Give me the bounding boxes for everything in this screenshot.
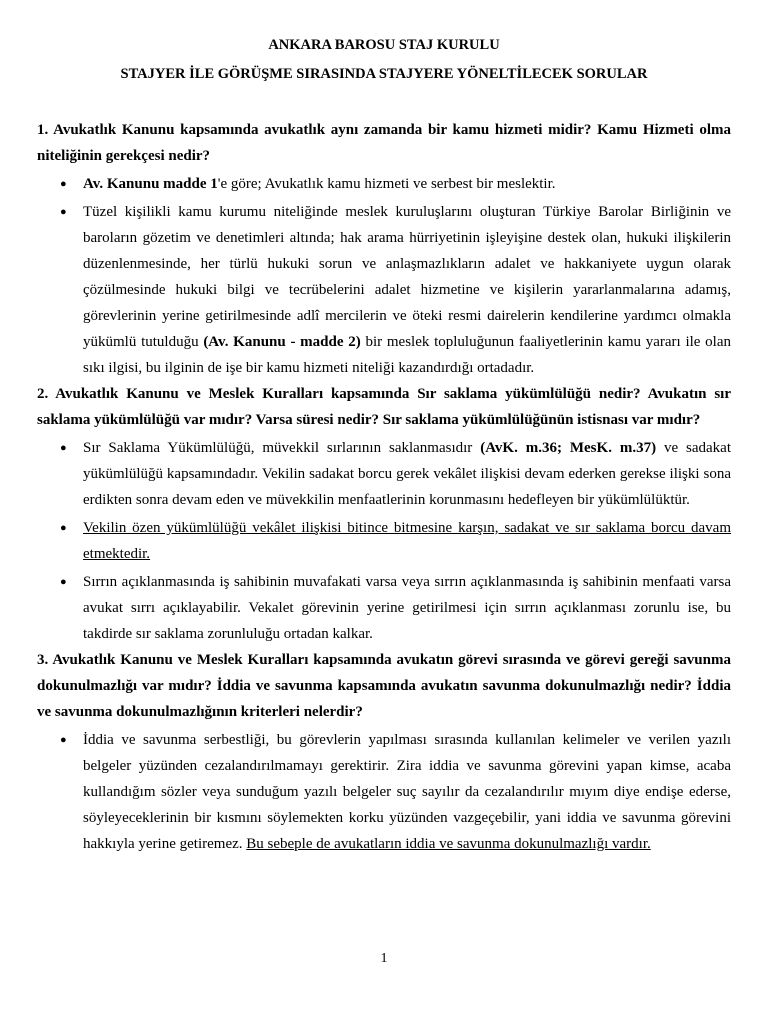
document-body bbox=[37, 117, 731, 857]
question-3-answers bbox=[37, 727, 731, 857]
list-item bbox=[37, 569, 731, 647]
document-title: ANKARA BAROSU STAJ KURULU bbox=[268, 37, 500, 53]
law-reference: (AvK. m.36; MesK. m.37) bbox=[480, 440, 657, 456]
question-3: 3. Avukatlık Kanunu ve Meslek Kuralları kapsamında avukatın görevi sırasında ve görevi gereği savunma dokunulmazlığı var mıdır? İddia ve savunma kapsamında avukatın savunma dokunulmazlığı nedir? İddia ve savunma dokunulmazlığının kriterleri nelerdir? bbox=[37, 652, 731, 720]
question-2-answers bbox=[37, 435, 731, 647]
question-2: 2. Avukatlık Kanunu ve Meslek Kuralları kapsamında Sır saklama yükümlülüğü nedir? Avukatın sır saklama yükümlülüğü var mıdır? Varsa süresi nedir? Sır saklama yükümlülüğünün istisnası var mıdır? bbox=[37, 386, 731, 428]
answer-text: İddia ve savunma serbestliği, bu görevlerin yapılması sırasında kullanılan kelimeler ve verilen yazılı belgeler yüzünden cezalandırılmamayı gerektirir. Zira iddia ve savunma görevini yapan kimse, acaba kullandığım sözler veya sunduğum yazılı belgeler suç sayılır da cezalandırılır mıyım diye endişe ederse, söyleyeceklerinin bir kısmını söylemekten korku yüzünden vazgeçebilir, yani iddia ve savunma görevini hakkıyla yerine getiremez. bbox=[83, 732, 731, 852]
list-item bbox=[37, 515, 731, 567]
law-reference: (Av. Kanunu - madde 2) bbox=[203, 334, 361, 350]
bullet-icon: ● bbox=[60, 178, 67, 190]
answer-text: Sır Saklama Yükümlülüğü, müvekkil sırlarının saklanmasıdır bbox=[83, 440, 481, 456]
bullet-icon: ● bbox=[60, 522, 67, 534]
bullet-icon: ● bbox=[60, 442, 67, 454]
law-reference: Av. Kanunu madde 1 bbox=[83, 176, 218, 192]
bullet-icon: ● bbox=[60, 734, 67, 746]
page-number: 1 bbox=[380, 951, 388, 966]
bullet-icon: ● bbox=[60, 206, 67, 218]
answer-text: Sırrın açıklanmasında iş sahibinin muvafakati varsa veya sırrın açıklanmasında iş sahibinin menfaati varsa avukat sırrı açıklayabilir. Vekalet görevinin yerine getirilmesi için sırrın açıklanması zorunlu ise, bu takdirde sır saklama zorunluluğu ortadan kalkar. bbox=[83, 574, 731, 642]
list-item bbox=[37, 727, 731, 857]
answer-text: ve sadakat yükümlülüğü kapsamındadır. Vekilin sadakat borcu gerek vekâlet ilişkisi devam ederken gerekse ilişki sona erdikten sonra devam eden ve müvekkilin menfaatlerinin korunmasını hedefleyen bir yükümlülüktür. bbox=[83, 440, 732, 508]
answer-text: Tüzel kişilikli kamu kurumu niteliğinde meslek kuruluşlarını oluşturan Türkiye Barolar Birliğinin ve baroların gözetim ve denetimleri altında; hak arama hürriyetinin işleyişine destek olan, hukuki ilişkilerin düzenlenmesinde, her türlü hukuki sorun ve anlaşmazlıkların adalet ve hakkaniyete uygun olarak çözülmesinde hukuki bilgi ve tecrübelerini adalet hizmetine ve kişilerin yararlanmalarına adamış, görevlerinin yerine getirilmesinde adlî mercilerin ve öteki resmi dairelerin kendilerine yardımcı olmakla yükümlü tutulduğu bbox=[83, 204, 731, 350]
underlined-answer-text: Bu sebeple de avukatların iddia ve savunma dokunulmazlığı vardır. bbox=[246, 836, 651, 852]
answer-text: 'e göre; Avukatlık kamu hizmeti ve serbest bir meslektir. bbox=[217, 176, 556, 192]
list-item bbox=[37, 171, 731, 197]
list-item bbox=[37, 435, 731, 513]
document-subtitle: STAJYER İLE GÖRÜŞME SIRASINDA STAJYERE YÖNELTİLECEK SORULAR bbox=[120, 66, 648, 82]
underlined-answer-text: Vekilin özen yükümlülüğü vekâlet ilişkisi bitince bitmesine karşın, sadakat ve sır saklama borcu davam etmektedir. bbox=[83, 520, 731, 562]
answer-text: bir meslek topluluğunun faaliyetlerinin kamu yararı ile olan sıkı ilgisi, bu ilginin de işe bir kamu hizmeti niteliği kazandırdığı ortadadır. bbox=[83, 334, 731, 376]
question-1-answers bbox=[37, 171, 731, 381]
bullet-icon: ● bbox=[60, 576, 67, 588]
question-1: 1. Avukatlık Kanunu kapsamında avukatlık aynı zamanda bir kamu hizmeti midir? Kamu Hizmeti olma niteliğinin gerekçesi nedir? bbox=[37, 122, 731, 164]
list-item bbox=[37, 199, 731, 381]
